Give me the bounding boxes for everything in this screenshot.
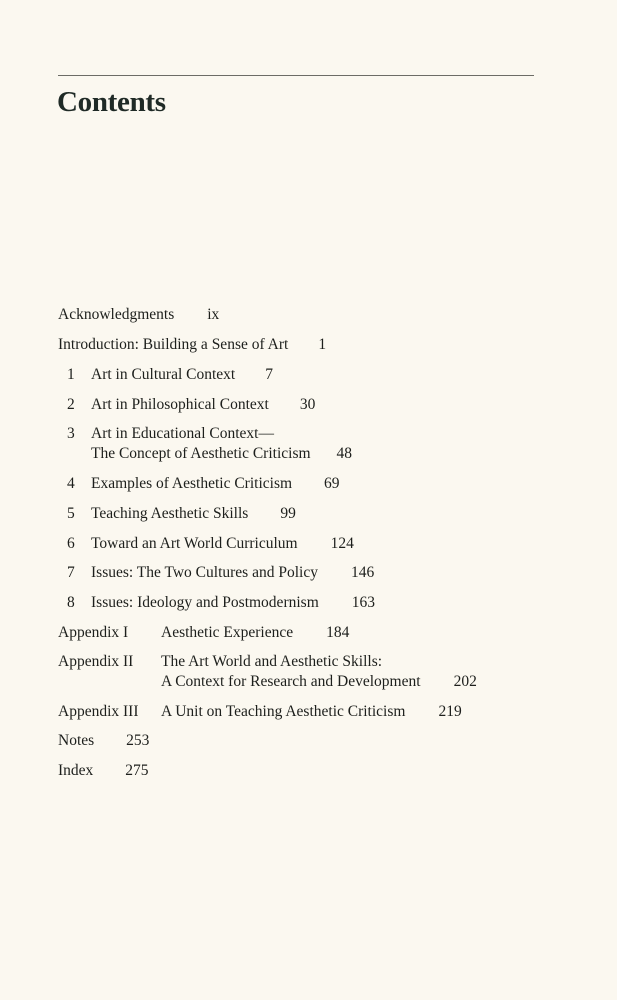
chapter-number: 1 (67, 366, 75, 383)
toc-page-number: ix (207, 306, 220, 323)
toc-entry-title: Notes (58, 732, 95, 749)
appendix-label: Appendix II (58, 653, 134, 670)
toc-entry-chapter-2[interactable] (67, 395, 315, 415)
toc-page-number: 202 (453, 672, 477, 690)
toc-entry-title: Art in Cultural Context (91, 366, 236, 383)
toc-page-number: 124 (330, 535, 354, 552)
toc-entry-appendix-2[interactable] (58, 652, 477, 691)
toc-entry-chapter-7[interactable] (67, 563, 374, 583)
toc-entry-title: Aesthetic Experience (161, 624, 294, 641)
toc-page-number: 163 (351, 594, 375, 611)
chapter-number: 5 (67, 505, 75, 522)
toc-page-number: 48 (336, 444, 353, 462)
toc-page-number: 275 (125, 762, 149, 779)
toc-entry-appendix-3[interactable] (58, 702, 462, 722)
chapter-number: 2 (67, 396, 75, 413)
toc-entry-title-line1: The Art World and Aesthetic Skills: (161, 653, 383, 670)
toc-entry-title-line1: Art in Educational Context— (91, 425, 274, 442)
chapter-number: 8 (67, 594, 75, 611)
toc-entry-acknowledgments[interactable] (58, 305, 219, 325)
toc-entry-title: Issues: Ideology and Postmodernism (91, 594, 319, 611)
toc-entry-title: Acknowledgments (58, 306, 175, 323)
toc-entry-chapter-8[interactable] (67, 593, 375, 613)
chapter-number: 4 (67, 475, 75, 492)
toc-entry-chapter-3[interactable] (67, 424, 352, 463)
chapter-number: 7 (67, 564, 75, 581)
toc-page-number: 184 (326, 624, 350, 641)
toc-page-number: 1 (318, 336, 327, 353)
toc-page-number: 253 (126, 732, 150, 749)
toc-entry-chapter-4[interactable] (67, 474, 340, 494)
toc-page-number: 99 (280, 505, 296, 522)
toc-page-number: 7 (265, 366, 273, 383)
toc-entry-notes[interactable] (58, 731, 149, 751)
toc-entry-title: Art in Philosophical Context (91, 396, 269, 413)
toc-entry-chapter-1[interactable] (67, 365, 273, 385)
toc-entry-title: Introduction: Building a Sense of Art (58, 336, 289, 353)
toc-page-number: 69 (324, 475, 340, 492)
toc-entry-title: Teaching Aesthetic Skills (91, 505, 249, 522)
toc-entry-title: Index (58, 762, 94, 779)
chapter-number: 3 (67, 425, 75, 442)
toc-page-number: 219 (438, 703, 462, 720)
toc-entry-index[interactable] (58, 761, 149, 781)
toc-entry-introduction[interactable] (58, 335, 326, 355)
page-title: Contents (57, 86, 166, 118)
toc-entry-title-line2: A Context for Research and Development (161, 672, 421, 690)
toc-entry-title: A Unit on Teaching Aesthetic Criticism (161, 703, 406, 720)
toc-entry-chapter-5[interactable] (67, 504, 296, 524)
toc-entry-title-line2: The Concept of Aesthetic Criticism (91, 444, 311, 462)
toc-entry-chapter-6[interactable] (67, 534, 354, 554)
toc-entry-title: Examples of Aesthetic Criticism (91, 475, 293, 492)
appendix-label: Appendix I (58, 624, 129, 641)
toc-entry-appendix-1[interactable] (58, 623, 349, 643)
toc-page-number: 30 (299, 396, 316, 413)
toc-entry-title: Issues: The Two Cultures and Policy (91, 564, 318, 581)
toc-page-number: 146 (350, 564, 375, 581)
chapter-number: 6 (67, 535, 75, 552)
toc-entry-title: Toward an Art World Curriculum (91, 535, 298, 552)
appendix-label: Appendix III (58, 703, 139, 720)
